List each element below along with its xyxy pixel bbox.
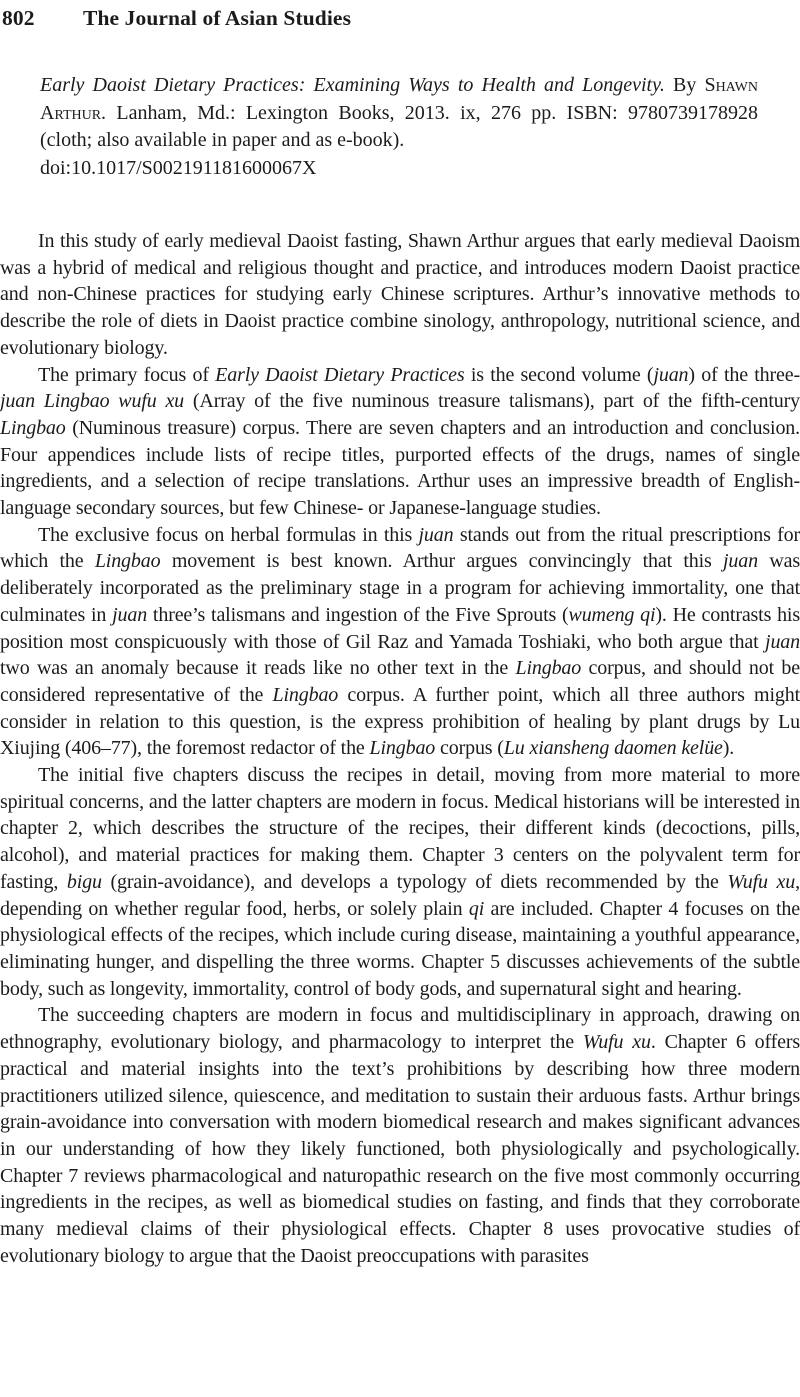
publication-info: Lanham, Md.: Lexington Books, 2013. ix, 276 pp. ISBN: 9780739178928 (cloth; also available in paper and as e-book). — [40, 101, 758, 151]
italic-term: juan — [723, 550, 758, 573]
italic-term: Early Daoist Dietary Practices — [215, 363, 465, 386]
body-text: corpus ( — [435, 737, 504, 760]
italic-term: juan — [653, 363, 689, 386]
italic-term: wumeng qi — [568, 603, 656, 626]
body-text: ) of the three- — [688, 363, 800, 386]
italic-term: Lingbao — [0, 416, 66, 439]
body-text: ). He contrasts his position most conspicuously with those of Gil Raz and Yamada Toshiaki, who both argue that — [0, 603, 800, 653]
body-text: are included. Chapter 4 focuses on the physiological effects of the recipes, which include curing disease, maintaining a youthful appearance, eliminating hunger, and dispelling the three worms. Chapter 5 discusses achievements of the subtle body, such as longevity, immortality, control of body gods, and supernatural sight and hearing. — [0, 897, 800, 1000]
italic-term: Lingbao — [369, 737, 436, 760]
paragraph — [0, 362, 800, 522]
journal-title: The Journal of Asian Studies — [83, 6, 352, 30]
body-text: is the second volume ( — [464, 363, 654, 386]
italic-term: Lingbao — [515, 657, 582, 680]
body-text: corpus. A further point, which all three authors might consider in relation to this question, is the express prohibition of healing by plant drugs by Lu Xiujing (406–77), the foremost redactor of the — [0, 683, 800, 760]
italic-term: juan — [418, 523, 454, 546]
body-text: (Array of the five numinous treasure talismans), part of the fifth-century — [184, 390, 800, 413]
paragraph — [0, 522, 800, 762]
paragraph — [0, 228, 800, 362]
doi: doi:10.1017/S002191181600067X — [40, 156, 317, 179]
body-text: was deliberately incorporated as the preliminary stage in a program for achieving immortality, one that culminates in — [0, 550, 800, 626]
italic-term: juan — [765, 630, 800, 653]
citation-by: By — [664, 74, 705, 96]
body-text: two was an anomaly because it reads like no other text in the — [0, 657, 516, 680]
body-text: (Numinous treasure) corpus. There are seven chapters and an introduction and conclusion. Four appendices include lists of recipe titles, purported effects of the drugs, names of single ingredients, and a selection of recipe translations. Arthur uses an impressive breadth of English-language secondary sources, but few Chinese- or Japanese-language studies. — [0, 416, 800, 520]
body-text: (grain-avoidance), and develops a typology of diets recommended by the — [101, 870, 728, 893]
body-text: corpus, and should not be considered representative of the — [0, 657, 800, 706]
body-text: three’s talismans and ingestion of the Five Sprouts ( — [147, 603, 569, 626]
italic-term: bigu — [66, 870, 102, 893]
italic-term: Lingbao — [272, 683, 339, 706]
body-text: The succeeding chapters are modern in focus and multidisciplinary in approach, drawing on ethnography, evolutionary biology, and pharmacology to interpret the — [0, 1004, 800, 1054]
body-text: The initial five chapters discuss the recipes in detail, moving from more material to more spiritual concerns, and the latter chapters are modern in focus. Medical historians will be interested in chapter 2, which describes the structure of the recipes, their different kinds (decoctions, pills, alcohol), and material practices for making them. Chapter 3 centers on the polyvalent term for fasting, — [0, 764, 800, 893]
body-text: . Chapter 6 offers practical and material insights into the text’s prohibitions by describing how three modern practitioners utilized silence, quiescence, and meditation to sustain their arduous fasts. Arthur brings grain-avoidance into conversation with modern biomedical research and makes significant advances in our understanding of how they likely functioned, both physiologically and psychologically. Chapter 7 reviews pharmacological and naturopathic research on the five most commonly occurring ingredients in the recipes, as well as biomedical studies on fasting, and finds that they corroborate many medieval claims of their physiological effects. Chapter 8 uses provocative studies of evolutionary biology to argue that the Daoist preoccupations with parasites — [0, 1031, 800, 1267]
body-text: ). — [722, 737, 735, 760]
paragraph — [0, 1002, 800, 1269]
body-text: The exclusive focus on herbal formulas in this — [38, 523, 419, 546]
italic-term: Lingbao — [94, 550, 161, 573]
paragraph — [0, 762, 800, 1002]
italic-term: qi — [468, 897, 485, 920]
author-name: Shawn Arthur. — [40, 74, 758, 124]
italic-term: Wufu xu — [727, 870, 796, 893]
citation-text — [40, 72, 758, 155]
italic-term: Wufu xu — [582, 1031, 651, 1054]
book-title: Early Daoist Dietary Practices: Examining Ways to Health and Longevity. — [40, 74, 665, 96]
body-text: In this study of early medieval Daoist fasting, Shawn Arthur argues that early medieval Daoism was a hybrid of medical and religious thought and practice, and introduces modern Daoist practice and non-Chinese practices for studying early Chinese scriptures. Arthur’s innovative methods to describe the role of diets in Daoist practice combine sinology, anthropology, nutritional science, and evolutionary biology. — [0, 230, 800, 359]
running-head — [0, 0, 800, 31]
page-number: 802 — [2, 6, 35, 30]
body-text: movement is best known. Arthur argues convincingly that this — [160, 550, 724, 573]
italic-term: Lu xiansheng daomen kelüe — [503, 737, 723, 760]
review-body — [0, 228, 800, 1269]
italic-term: juan — [112, 603, 148, 626]
body-text: The primary focus of — [38, 363, 216, 386]
body-text: stands out from the ritual prescriptions for which the — [0, 523, 800, 573]
book-citation-block — [40, 72, 758, 182]
italic-term: juan Lingbao wufu xu — [0, 390, 185, 413]
body-text: , depending on whether regular food, herbs, or solely plain — [0, 870, 800, 920]
